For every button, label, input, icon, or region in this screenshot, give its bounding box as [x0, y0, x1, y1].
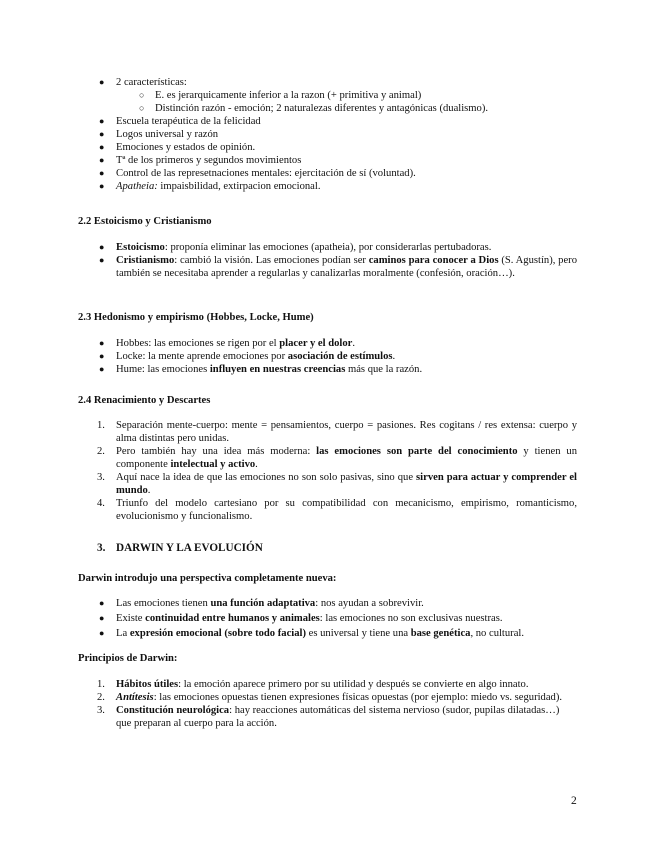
- principios-heading: Principios de Darwin:: [78, 653, 178, 664]
- list-item: ● Las emociones tienen una función adaptativa: nos ayudan a sobrevivir.: [99, 598, 424, 609]
- principios-list: [78, 678, 577, 730]
- list-item: ● Logos universal y razón: [99, 129, 219, 140]
- list-item: ● Hobbes: las emociones se rigen por el placer y el dolor.: [99, 338, 356, 349]
- darwin-bullet-list: [78, 597, 577, 640]
- list-item: ● Cristianismo: cambió la visión. Las emociones podían ser caminos para conocer a Dios (S. Agustín), pero también se necesitaba aprender a regularlas y canalizarlas moralmente (confesión, oración…).: [99, 255, 577, 279]
- circle-bullet-icon: ○: [139, 103, 145, 113]
- list-item: ● Tª de los primeros y segundos movimientos: [99, 155, 302, 166]
- section-heading-2-3: 2.3 Hedonismo y empirismo (Hobbes, Locke, Hume): [78, 312, 314, 323]
- list-item: ● Locke: la mente aprende emociones por asociación de estímulos.: [99, 351, 396, 362]
- bullet-icon: ●: [99, 364, 105, 374]
- bullet-icon: ●: [99, 338, 105, 348]
- list-item: ● Emociones y estados de opinión.: [99, 142, 256, 153]
- sub-list-item: ○ Distinción razón - emoción; 2 naturalezas diferentes y antagónicas (dualismo).: [139, 103, 488, 114]
- section-2-2-list: [78, 241, 577, 280]
- numbered-item: 4. Triunfo del modelo cartesiano por su compatibilidad con mecanicismo, empirismo, romanticismo, evolucionismo y funcionalismo.: [97, 498, 577, 522]
- bullet-icon: ●: [99, 142, 105, 152]
- list-item: ● La expresión emocional (sobre todo facial) es universal y tiene una base genética, no cultural.: [99, 628, 524, 639]
- sub-list-item: ○ E. es jerarquicamente inferior a la razon (+ primitiva y animal): [139, 90, 422, 101]
- bullet-icon: ●: [99, 168, 105, 178]
- list-item: ● Existe continuidad entre humanos y animales: las emociones no son exclusivas nuestras.: [99, 613, 503, 624]
- section-2-4-list: [78, 419, 577, 523]
- bullet-icon: ●: [99, 255, 105, 265]
- intro-bullet-list: [78, 76, 577, 193]
- list-item: ● Apatheia: impaisbilidad, extirpacion emocional.: [99, 181, 321, 192]
- bullet-icon: ●: [99, 116, 105, 126]
- document-page: ● 2 características: ○ E. es jerarquicamente inferior a la razon (+ primitiva y animal) ○ Distinción razón - emoción; 2 naturalezas diferentes y antagónicas (dualismo). ● Escuela terapéutica de la felicidad ● Logos universal y razón ● Emociones y estados de opinión. ● Tª de los primeros y segundos movimientos ● Control de las represetnaciones mentales: ejercitación de sí (voluntad). ● Apatheia: impaisbilidad, extirpacion emocional. 2.2 Estoicismo y Cristianismo ● Estoicismo: proponía eliminar las emociones (apatheia), por considerarlas pertubadoras. ● Cristianismo: cambió la visión. Las emociones podían ser caminos para conocer a Dios (S. Agustín), pero también se necesitaba aprender a regularlas y canalizarlas moralmente (confesión, oración…). 2.3 Hedonismo y empirismo (Hobbes, Locke, Hume) ● Hobbes: las emociones se rigen por el placer y el dolor. ● Locke: la mente aprende emociones por asociación de estímulos. ● Hume: las emociones influyen en nuestras creencias más que la razón. 2.4 Renacimiento y Descartes 1. Separación mente-cuerpo: mente = pensamientos, cuerpo = pasiones. Res cogitans / res extensa: cuerpo y alma distintas pero unidas. 2. Pero también hay una idea más moderna: las emociones son parte del conocimiento y tienen un componente intelectual y activo. 3. Aquí nace la idea de que las emociones no son solo pasivas, sino que sirven para actuar y comprender el mundo. 4. Triunfo del modelo cartesiano por su compatibilidad con mecanicismo, empirismo, romanticismo, evolucionismo y funcionalismo. 3. DARWIN Y LA EVOLUCIÓN Darwin introdujo una perspectiva completamente nueva: ● Las emociones tienen una función adaptativa: nos ayudan a sobrevivir. ● Existe continuidad entre humanos y animales: las emociones no son exclusivas nuestras. ● La expresión emocional (sobre todo facial) es universal y tiene una base genética, no cultural. Principios de Darwin: 1. Hábitos útiles: la emoción aparece primero por su utilidad y después se convierte en algo innato. 2. Antítesis: las emociones opuestas tienen expresiones físicas opuestas (por ejemplo: miedo vs. seguridad). 3. Constitución neurológica: hay reacciones automáticas del sistema nervioso (sudor, pupilas dilatadas…) que preparan al cuerpo para la acción. 2: [78, 77, 577, 807]
- section-heading-2-4: 2.4 Renacimiento y Descartes: [78, 395, 211, 406]
- section-2-3-list: [78, 337, 577, 376]
- bullet-icon: ●: [99, 155, 105, 165]
- bullet-icon: ●: [99, 351, 105, 361]
- numbered-item: 2. Pero también hay una idea más moderna: las emociones son parte del conocimiento y tienen un componente intelectual y activo.: [97, 446, 577, 470]
- bullet-icon: ●: [99, 628, 105, 638]
- circle-bullet-icon: ○: [139, 90, 145, 100]
- numbered-item: 3. Aquí nace la idea de que las emociones no son solo pasivas, sino que sirven para actuar y comprender el mundo.: [97, 472, 577, 496]
- list-item: ● Hume: las emociones influyen en nuestras creencias más que la razón.: [99, 364, 423, 375]
- bullet-icon: ●: [99, 181, 105, 191]
- bullet-icon: ●: [99, 242, 105, 252]
- bullet-icon: ●: [99, 129, 105, 139]
- numbered-item: 1. Hábitos útiles: la emoción aparece primero por su utilidad y después se convierte en algo innato.: [97, 679, 529, 690]
- list-item: ● Escuela terapéutica de la felicidad: [99, 116, 261, 127]
- bullet-icon: ●: [99, 598, 105, 608]
- numbered-item: 2. Antítesis: las emociones opuestas tienen expresiones físicas opuestas (por ejemplo: miedo vs. seguridad).: [97, 692, 563, 703]
- section-heading-2-2: 2.2 Estoicismo y Cristianismo: [78, 216, 212, 227]
- numbered-item: 1. Separación mente-cuerpo: mente = pensamientos, cuerpo = pasiones. Res cogitans / res extensa: cuerpo y alma distintas pero unidas.: [97, 420, 577, 444]
- numbered-item: 3. Constitución neurológica: hay reacciones automáticas del sistema nervioso (sudor, pupilas dilatadas…) que preparan al cuerpo para la acción.: [97, 705, 560, 729]
- list-item: ● Control de las represetnaciones mentales: ejercitación de sí (voluntad).: [99, 168, 416, 179]
- bullet-icon: ●: [99, 77, 105, 87]
- list-item: ● Estoicismo: proponía eliminar las emociones (apatheia), por considerarlas pertubadoras.: [99, 242, 492, 253]
- list-item: ● 2 características:: [99, 77, 187, 88]
- darwin-intro-heading: Darwin introdujo una perspectiva completamente nueva:: [78, 573, 337, 584]
- page-number: 2: [571, 795, 577, 807]
- bullet-icon: ●: [99, 613, 105, 623]
